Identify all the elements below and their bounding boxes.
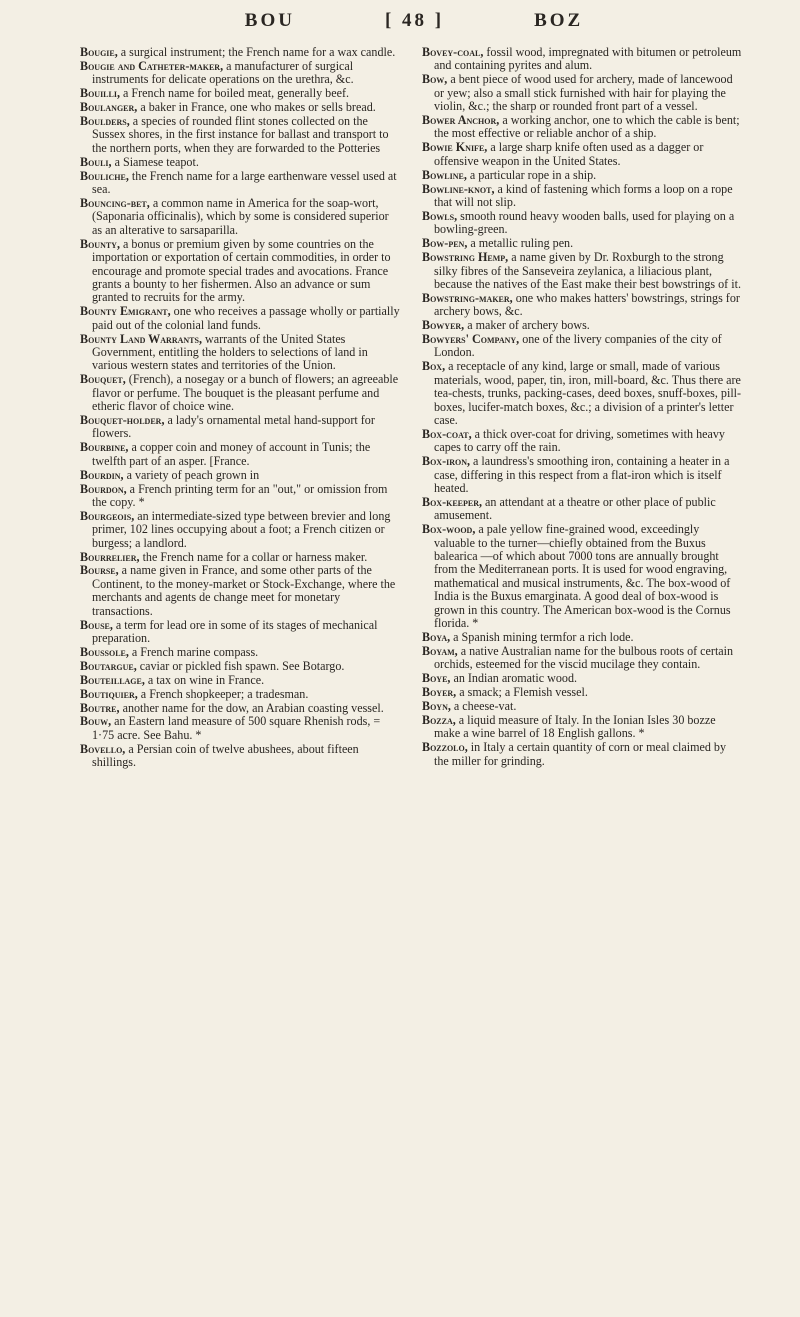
entry-headword: Box-coat,: [422, 426, 472, 441]
entry-definition: a kind of fastening which forms a loop on a rope that will not slip.: [434, 181, 733, 209]
entry-headword: Bow,: [422, 72, 448, 87]
dictionary-entry: [422, 292, 742, 319]
entry-definition: the French name for a collar or harness maker.: [139, 549, 368, 564]
entry-headword: Bowline,: [422, 167, 467, 182]
dictionary-entry: [422, 496, 742, 523]
entry-headword: Bourrelier,: [80, 549, 140, 564]
entry-headword: Boye,: [422, 671, 451, 686]
dictionary-entry: [80, 101, 400, 114]
entry-headword: Bowstring-maker,: [422, 290, 513, 305]
entry-headword: Bovello,: [80, 741, 126, 756]
dictionary-entry: [80, 483, 400, 510]
dictionary-entry: [422, 686, 742, 699]
entry-headword: Bouliche,: [80, 168, 129, 183]
running-header: [80, 10, 748, 44]
entry-headword: Boya,: [422, 629, 451, 644]
entry-definition: a baker in France, one who makes or sells bread.: [137, 100, 376, 115]
entry-definition: a name given in France, and some other parts of the Continent, to the money-market or Stock-Exchange, where the merchants and agents de change meet for monetary transactions.: [92, 563, 396, 618]
dictionary-entry: [80, 414, 400, 441]
dictionary-entry: [80, 564, 400, 618]
entry-definition: a Siamese teapot.: [111, 154, 199, 169]
entry-definition: a surgical instrument; the French name for a wax candle.: [117, 45, 396, 59]
dictionary-entry: [80, 60, 400, 87]
entry-definition: a lady's ornamental metal hand-support for flowers.: [92, 412, 375, 441]
entry-definition: a copper coin and money of account in Tunis; the twelfth part of an asper. [France.: [92, 440, 371, 468]
entry-definition: an Indian aromatic wood.: [450, 671, 578, 686]
entry-definition: a metallic ruling pen.: [467, 236, 574, 251]
dictionary-entry: [422, 169, 742, 182]
dictionary-entry: [422, 237, 742, 250]
header-left-guideword: BOU: [244, 10, 295, 31]
entry-headword: Box-keeper,: [422, 494, 483, 509]
dictionary-entry: [422, 183, 742, 210]
entry-headword: Bowyers' Company,: [422, 332, 520, 347]
entry-headword: Bower Anchor,: [422, 113, 500, 128]
entry-headword: Bouteillage,: [80, 672, 145, 687]
dictionary-entry: [80, 551, 400, 564]
dictionary-entry: [422, 700, 742, 713]
entry-headword: Bowyer,: [422, 318, 465, 333]
entry-headword: Box,: [422, 359, 446, 374]
entry-definition: a cheese-vat.: [450, 699, 517, 713]
entry-headword: Bourbine,: [80, 440, 129, 455]
entry-definition: a smack; a Flemish vessel.: [456, 685, 588, 700]
entry-headword: Bougie and Catheter-maker,: [80, 58, 224, 73]
dictionary-entry: [80, 646, 400, 659]
entry-headword: Box-wood,: [422, 522, 476, 537]
dictionary-entry: [422, 645, 742, 672]
entry-headword: Bouquet-holder,: [80, 412, 165, 427]
entry-headword: Box-iron,: [422, 454, 471, 469]
entry-headword: Boutargue,: [80, 658, 137, 673]
dictionary-entry: [422, 455, 742, 495]
dictionary-entry: [422, 672, 742, 685]
dictionary-entry: [80, 743, 400, 770]
entry-definition: in Italy a certain quantity of corn or meal claimed by the miller for grinding.: [434, 740, 727, 768]
entry-headword: Bovey-coal,: [422, 45, 484, 59]
entry-definition: an attendant at a theatre or other place of public amusement.: [434, 494, 716, 523]
entry-headword: Bourdin,: [80, 467, 124, 482]
entry-definition: the French name for a large earthenware vessel used at sea.: [92, 168, 397, 197]
entry-headword: Bow-pen,: [422, 236, 468, 251]
dictionary-entry: [422, 114, 742, 141]
entry-headword: Bozza,: [422, 712, 456, 727]
entry-definition: a bent piece of wood used for archery, made of lancewood or yew; also a small stick furnished with hair for playing the violin, &c.; the sharp or rounded front part of a vessel.: [434, 72, 733, 114]
entry-definition: a particular rope in a ship.: [466, 167, 597, 182]
entry-definition: a Persian coin of twelve abushees, about fifteen shillings.: [92, 741, 359, 770]
dictionary-entry: [80, 156, 400, 169]
dictionary-entry: [422, 714, 742, 741]
entry-headword: Boyn,: [422, 699, 451, 713]
dictionary-entry: [80, 510, 400, 550]
dictionary-entry: [422, 360, 742, 427]
dictionary-entry: [422, 333, 742, 360]
entry-headword: Bouquet,: [80, 372, 126, 387]
entry-headword: Bouncing-bet,: [80, 195, 150, 210]
dictionary-entry: [422, 210, 742, 237]
entry-definition: a laundress's smoothing iron, containing a heater in a case, differing in this respect from a flat-iron which is itself heated.: [434, 454, 730, 495]
entry-definition: one who receives a passage wholly or partially paid out of the colonial land funds.: [92, 304, 400, 332]
entry-headword: Bourdon,: [80, 481, 127, 496]
entry-definition: a working anchor, one to which the cable is bent; the most effective or reliable anchor of a ship.: [434, 113, 740, 141]
entry-definition: one who makes hatters' bowstrings, strings for archery bows, &c.: [434, 290, 740, 319]
entry-definition: a native Australian name for the bulbous roots of certain orchids, esteemed for the viscid mucilage they contain.: [434, 643, 734, 672]
dictionary-entry: [80, 373, 400, 413]
entry-headword: Boulanger,: [80, 100, 138, 115]
dictionary-entry: [80, 115, 400, 155]
entry-definition: a common name in America for the soap-wort, (Saponaria officinalis), which by some is considered superior as an alterative to sarsaparilla.: [92, 195, 389, 237]
dictionary-entry: [422, 73, 742, 113]
entry-headword: Bourse,: [80, 563, 119, 578]
dictionary-entry: [422, 631, 742, 644]
entry-definition: warrants of the United States Government, entitling the holders to selections of land in various western states and territories of the Union.: [92, 331, 368, 373]
entry-definition: a tax on wine in France.: [144, 672, 265, 687]
dictionary-entry: [422, 141, 742, 168]
entry-definition: a manufacturer of surgical instruments for delicate operations on the urethra, &c.: [92, 58, 354, 87]
entry-definition: a term for lead ore in some of its stages of mechanical preparation.: [92, 617, 378, 645]
entry-definition: a name given by Dr. Roxburgh to the strong silky fibres of the Sanseveira zeylanica, a liliacious plant, because the natives of the East make their best bowstrings of it.: [434, 250, 741, 291]
dictionary-entry: [80, 715, 400, 742]
entry-headword: Bouilli,: [80, 86, 120, 101]
entry-definition: a species of rounded flint stones collected on the Sussex shores, in the first instance for ballast and transport to the northern ports, when they are forwarded to the Potteries: [92, 114, 389, 155]
entry-definition: a pale yellow fine-grained wood, exceedingly valuable to the turner—chiefly obtained from the Buxus balearica —of which about 7000 tons are annually brought from the Mediterranean ports. It is used for wood engraving, mathematical and musical instruments, &c. The box-wood of India is the Buxus emarginata. A good deal of box-wood is grown in this country. The American box-wood is the Cornus florida. *: [434, 522, 731, 631]
entry-headword: Bounty Land Warrants,: [80, 331, 202, 346]
entry-headword: Bourgeois,: [80, 508, 135, 523]
entry-definition: a liquid measure of Italy. In the Ionian Isles 30 bozze make a wine barrel of 18 English gallons. *: [434, 712, 716, 741]
dictionary-entry: [80, 619, 400, 646]
entry-headword: Bowie Knife,: [422, 140, 488, 155]
dictionary-entry: [422, 319, 742, 332]
dictionary-entry: [80, 688, 400, 701]
entry-definition: a French printing term for an "out," or omission from the copy. *: [92, 481, 388, 509]
entry-definition: fossil wood, impregnated with bitumen or petroleum and containing pyrites and alum.: [434, 45, 742, 73]
entry-headword: Bougie,: [80, 45, 118, 59]
dictionary-entry: [80, 660, 400, 673]
dictionary-entry: [80, 305, 400, 332]
entry-headword: Bouli,: [80, 154, 112, 169]
dictionary-entry: [80, 333, 400, 373]
columns: [80, 46, 748, 770]
header-right-guideword: BOZ: [534, 10, 584, 31]
entry-definition: smooth round heavy wooden balls, used for playing on a bowling-green.: [434, 208, 735, 237]
dictionary-entry: [422, 46, 742, 73]
entry-headword: Boulders,: [80, 114, 130, 129]
entry-definition: (French), a nosegay or a bunch of flowers; an agreeable flavor or perfume. The bouquet is the pleasant perfume and etheric flavor of choice wine.: [92, 372, 399, 414]
entry-definition: a French marine compass.: [128, 644, 259, 659]
entry-definition: a receptacle of any kind, large or small, made of various materials, wood, paper, tin, iron, mill-board, &c. Thus there are tea-chests, trunks, packing-cases, deed boxes, snuff-boxes, pill-boxes, lucifer-match boxes, &c.; a division of a printer's letter case.: [434, 359, 742, 427]
entry-headword: Boyam,: [422, 643, 458, 658]
dictionary-entry: [80, 170, 400, 197]
dictionary-entry: [422, 523, 742, 630]
entry-definition: a thick over-coat for driving, sometimes with heavy capes to carry off the rain.: [434, 426, 725, 455]
entry-headword: Boussole,: [80, 644, 129, 659]
entry-definition: an intermediate-sized type between brevier and long primer, 102 lines occupying about a foot; a French citizen or burgess; a landlord.: [92, 508, 391, 550]
dictionary-entry: [80, 87, 400, 100]
dictionary-entry: [80, 469, 400, 482]
entry-definition: a Spanish mining termfor a rich lode.: [450, 629, 634, 644]
entry-headword: Bowstring Hemp,: [422, 250, 509, 265]
entry-headword: Boutiquier,: [80, 686, 138, 701]
dictionary-entry: [80, 674, 400, 687]
entry-definition: a variety of peach grown in: [123, 467, 260, 482]
entry-definition: caviar or pickled fish spawn. See Botargo.: [136, 658, 345, 673]
page-number: [ 48 ]: [384, 10, 445, 31]
entry-definition: a bonus or premium given by some countries on the importation or exportation of certain commodities, in order to encourage and promote special trades and avocations. France grants a bounty to her fishermen. Also an advance or sum granted to recruits for the army.: [92, 236, 391, 305]
entry-definition: a French shopkeeper; a tradesman.: [137, 686, 309, 701]
dictionary-entry: [80, 441, 400, 468]
entry-headword: Boutre,: [80, 700, 120, 715]
dictionary-entry: [422, 741, 742, 768]
dictionary-entry: [422, 251, 742, 291]
entry-headword: Bowls,: [422, 208, 458, 223]
entry-definition: a large sharp knife often used as a dagger or offensive weapon in the United States.: [434, 140, 704, 168]
dictionary-entry: [80, 238, 400, 305]
dictionary-entry: [80, 197, 400, 237]
entry-headword: Bounty Emigrant,: [80, 304, 171, 319]
entry-definition: a French name for boiled meat, generally beef.: [120, 86, 350, 101]
entry-headword: Bouw,: [80, 714, 112, 729]
left-column: [80, 46, 400, 770]
entry-definition: another name for the dow, an Arabian coasting vessel.: [119, 700, 384, 715]
dictionary-entry: [80, 46, 400, 59]
entry-headword: Bowline-knot,: [422, 181, 495, 196]
right-column: [422, 46, 742, 770]
entry-headword: Bouse,: [80, 617, 113, 632]
dictionary-entry: [80, 702, 400, 715]
entry-headword: Bozzolo,: [422, 740, 468, 755]
entry-definition: an Eastern land measure of 500 square Rhenish rods, = 1·75 acre. See Bahu. *: [92, 714, 381, 742]
entry-headword: Bounty,: [80, 236, 120, 251]
entry-definition: one of the livery companies of the city of London.: [434, 332, 722, 360]
dictionary-entry: [422, 428, 742, 455]
entry-headword: Boyer,: [422, 685, 457, 700]
entry-definition: a maker of archery bows.: [464, 318, 590, 333]
